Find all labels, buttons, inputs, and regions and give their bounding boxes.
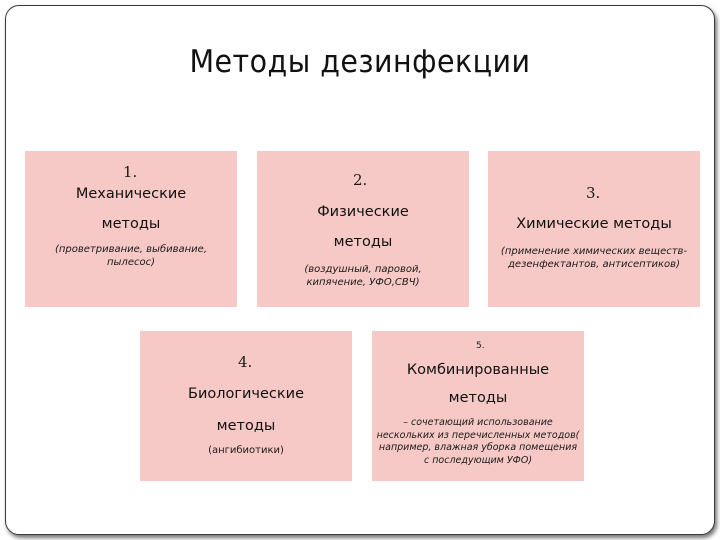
method-note: – сочетающий использование нескольких из перечисленных методов( например, влажная уборка помещения с последующим УФО) xyxy=(376,417,580,466)
method-heading: Механические xyxy=(75,186,187,202)
method-heading: Комбинированные xyxy=(406,362,550,378)
method-box-mechanical xyxy=(25,151,237,307)
method-note: (проветривание, выбивание, пылесос) xyxy=(54,244,208,268)
method-number: 5. xyxy=(476,341,485,351)
method-number: 4. xyxy=(238,353,253,371)
method-box-physical xyxy=(257,151,469,307)
method-box-chemical xyxy=(488,151,700,307)
method-number: 2. xyxy=(353,171,368,189)
method-note: (применение химических веществ-дезенфектантов, антисептиков) xyxy=(500,246,688,270)
method-note: (воздушный, паровой, кипячение, УФО,СВЧ) xyxy=(304,264,422,288)
method-heading-line2: методы xyxy=(448,390,508,406)
method-box-combined xyxy=(372,331,584,481)
method-heading: Биологические xyxy=(188,386,304,402)
method-heading: Химические методы xyxy=(516,216,672,232)
method-heading-line2: методы xyxy=(333,234,393,250)
method-heading-line2: методы xyxy=(216,418,276,434)
method-note: (ангибиотики) xyxy=(208,445,284,456)
method-heading-line2: методы xyxy=(101,216,161,232)
method-box-biological xyxy=(140,331,352,481)
slide-title: Методы дезинфекции xyxy=(189,44,531,80)
method-number: 3. xyxy=(586,184,601,202)
method-heading: Физические xyxy=(317,204,409,220)
method-number: 1. xyxy=(123,163,138,181)
